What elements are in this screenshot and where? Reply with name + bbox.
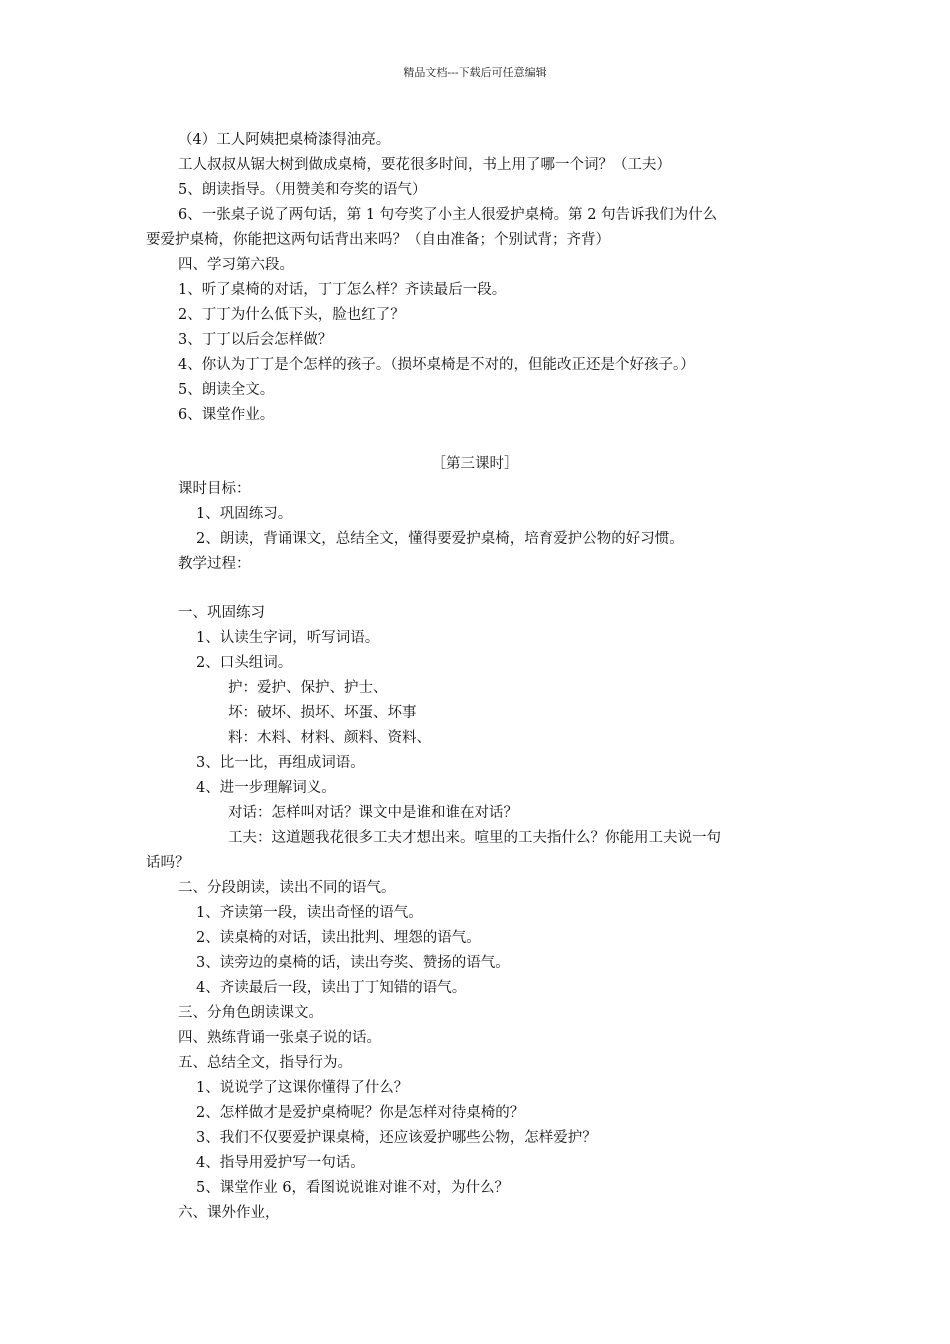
text-line: 坏：破坏、损坏、坏蛋、坏事 — [228, 705, 417, 721]
text-line: 4、指导用爱护写一句话。 — [196, 1155, 365, 1171]
section-heading: 五、总结全文，指导行为。 — [178, 1055, 352, 1071]
section-heading: 三、分角色朗读课文。 — [178, 1005, 323, 1021]
text-line: 工夫：这道题我花很多工夫才想出来。喧里的工夫指什么？你能用工夫说一句 — [228, 830, 721, 846]
section-heading: 一、巩固练习 — [178, 605, 265, 621]
text-line: 6、一张桌子说了两句话，第 1 句夸奖了小主人很爱护桌椅。第 2 句告诉我们为什么 — [178, 207, 718, 223]
text-line: 4、进一步理解词义。 — [196, 780, 336, 796]
text-line: 2、怎样做才是爱护桌椅呢？你是怎样对待桌椅的？ — [196, 1105, 525, 1121]
text-line: 1、认读生字词，听写词语。 — [196, 630, 380, 646]
text-line: 1、齐读第一段，读出奇怪的语气。 — [196, 905, 423, 921]
text-line: 3、丁丁以后会怎样做？ — [178, 332, 333, 348]
text-line: 1、巩固练习。 — [196, 506, 293, 522]
text-line: 2、丁丁为什么低下头，脸也红了？ — [178, 307, 405, 323]
text-line: 5、朗读全文。 — [178, 382, 275, 398]
text-line: 1、说说学了这课你懂得了什么？ — [196, 1080, 409, 1096]
text-line: 话吗？ — [146, 855, 190, 871]
text-line: 5、朗读指导。（用赞美和夸奖的语气） — [178, 182, 427, 198]
text-line: 6、课堂作业。 — [178, 407, 275, 423]
section-heading: 二、分段朗读，读出不同的语气。 — [178, 880, 396, 896]
text-line: 4、齐读最后一段，读出丁丁知错的语气。 — [196, 980, 467, 996]
section-heading: 四、学习第六段。 — [178, 257, 294, 273]
text-line: 3、读旁边的桌椅的话，读出夸奖、赞扬的语气。 — [196, 955, 510, 971]
section-heading: 教学过程： — [178, 556, 251, 572]
text-line: 3、比一比，再组成词语。 — [196, 755, 365, 771]
page-header: 精品文档---下载后可任意编辑 — [403, 66, 547, 79]
text-line: 2、口头组词。 — [196, 655, 293, 671]
text-line: （4）工人阿姨把桌椅漆得油亮。 — [178, 132, 391, 148]
lesson-title: ［第三课时］ — [431, 456, 519, 472]
text-line: 4、你认为丁丁是个怎样的孩子。（损坏桌椅是不对的，但能改正还是个好孩子。） — [178, 357, 695, 373]
text-line: 对话：怎样叫对话？课文中是谁和谁在对话？ — [228, 805, 518, 821]
section-heading: 六、课外作业， — [178, 1205, 280, 1221]
text-line: 5、课堂作业 6，看图说说谁对谁不对，为什么？ — [196, 1180, 510, 1196]
section-heading: 课时目标： — [178, 481, 251, 497]
text-line: 3、我们不仅要爱护课桌椅，还应该爱护哪些公物，怎样爱护？ — [196, 1130, 597, 1146]
text-line: 要爱护桌椅，你能把这两句话背出来吗？（自由准备；个别试背；齐背） — [146, 232, 610, 248]
text-line: 1、听了桌椅的对话，丁丁怎么样？齐读最后一段。 — [178, 282, 507, 298]
text-line: 工人叔叔从锯大树到做成桌椅，要花很多时间，书上用了哪一个词？（工夫） — [178, 157, 671, 173]
text-line: 护：爱护、保护、护士、 — [228, 680, 388, 696]
text-line: 2、朗读，背诵课文，总结全文，懂得要爱护桌椅，培育爱护公物的好习惯。 — [196, 531, 684, 547]
section-heading: 四、熟练背诵一张桌子说的话。 — [178, 1030, 381, 1046]
text-line: 2、读桌椅的对话，读出批判、埋怨的语气。 — [196, 930, 481, 946]
text-line: 料：木料、材料、颜料、资料、 — [228, 730, 431, 746]
